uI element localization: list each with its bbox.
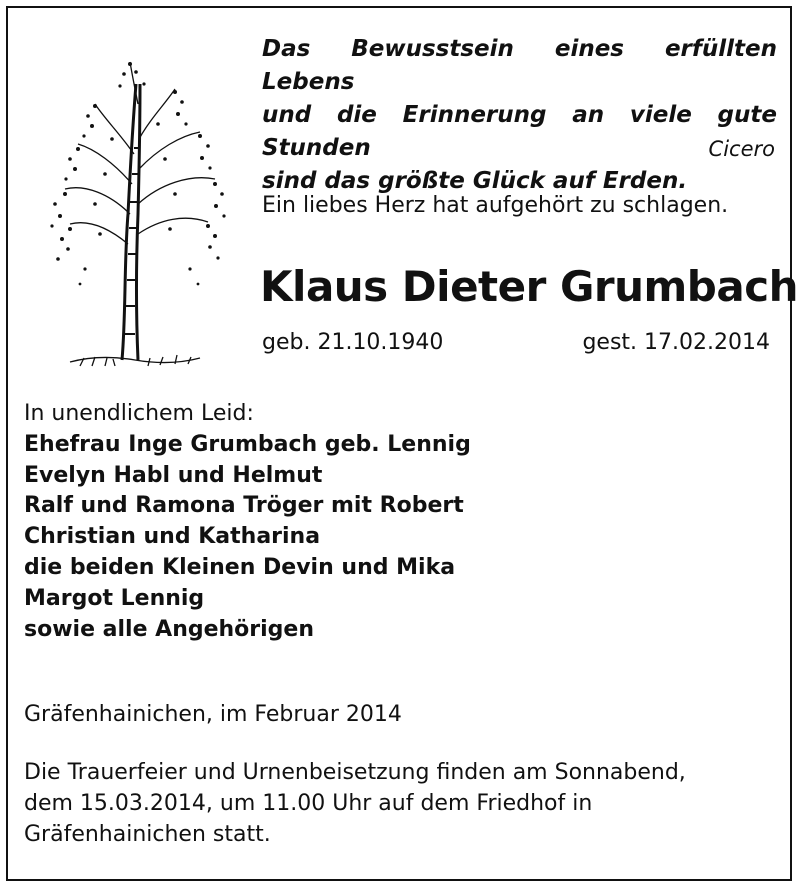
mourner-line: Christian und Katharina [24,524,321,550]
mourner-line: die beiden Kleinen Devin und Mika [24,554,456,580]
mourners-list [24,399,471,645]
quote-line: sind das größte Glück auf Erden. [262,167,688,194]
quote-line: und die Erinnerung an viele gute Stunden [262,101,777,161]
mourners-intro: In unendlichem Leid: [24,401,254,426]
quote-author: Cicero [708,137,775,161]
quote-line: Das Bewusstsein eines erfüllten Lebens [262,36,777,95]
mourner-line: Ehefrau Inge Grumbach geb. Lennig [24,431,471,457]
mourner-line: Margot Lennig [24,585,205,611]
funeral-info [24,758,784,850]
birth-date: geb. 21.10.1940 [262,330,444,355]
funeral-line: Die Trauerfeier und Urnenbeisetzung finden am Sonnabend, [24,760,686,785]
heart-line: Ein liebes Herz hat aufgehört zu schlagen. [262,193,729,218]
mourner-line: Evelyn Habl und Helmut [24,462,323,488]
quote [262,33,777,197]
death-date: gest. 17.02.2014 [582,330,770,355]
life-dates [262,330,770,355]
place-date: Gräfenhainichen, im Februar 2014 [24,702,402,727]
birch-tree-icon [40,44,230,374]
mourner-line: Ralf und Ramona Tröger mit Robert [24,493,464,519]
deceased-name: Klaus Dieter Grumbach [260,262,799,311]
funeral-line: Gräfenhainichen statt. [24,821,271,847]
funeral-line: dem 15.03.2014, um 11.00 Uhr auf dem Friedhof in [24,790,593,816]
mourner-line: sowie alle Angehörigen [24,616,315,642]
